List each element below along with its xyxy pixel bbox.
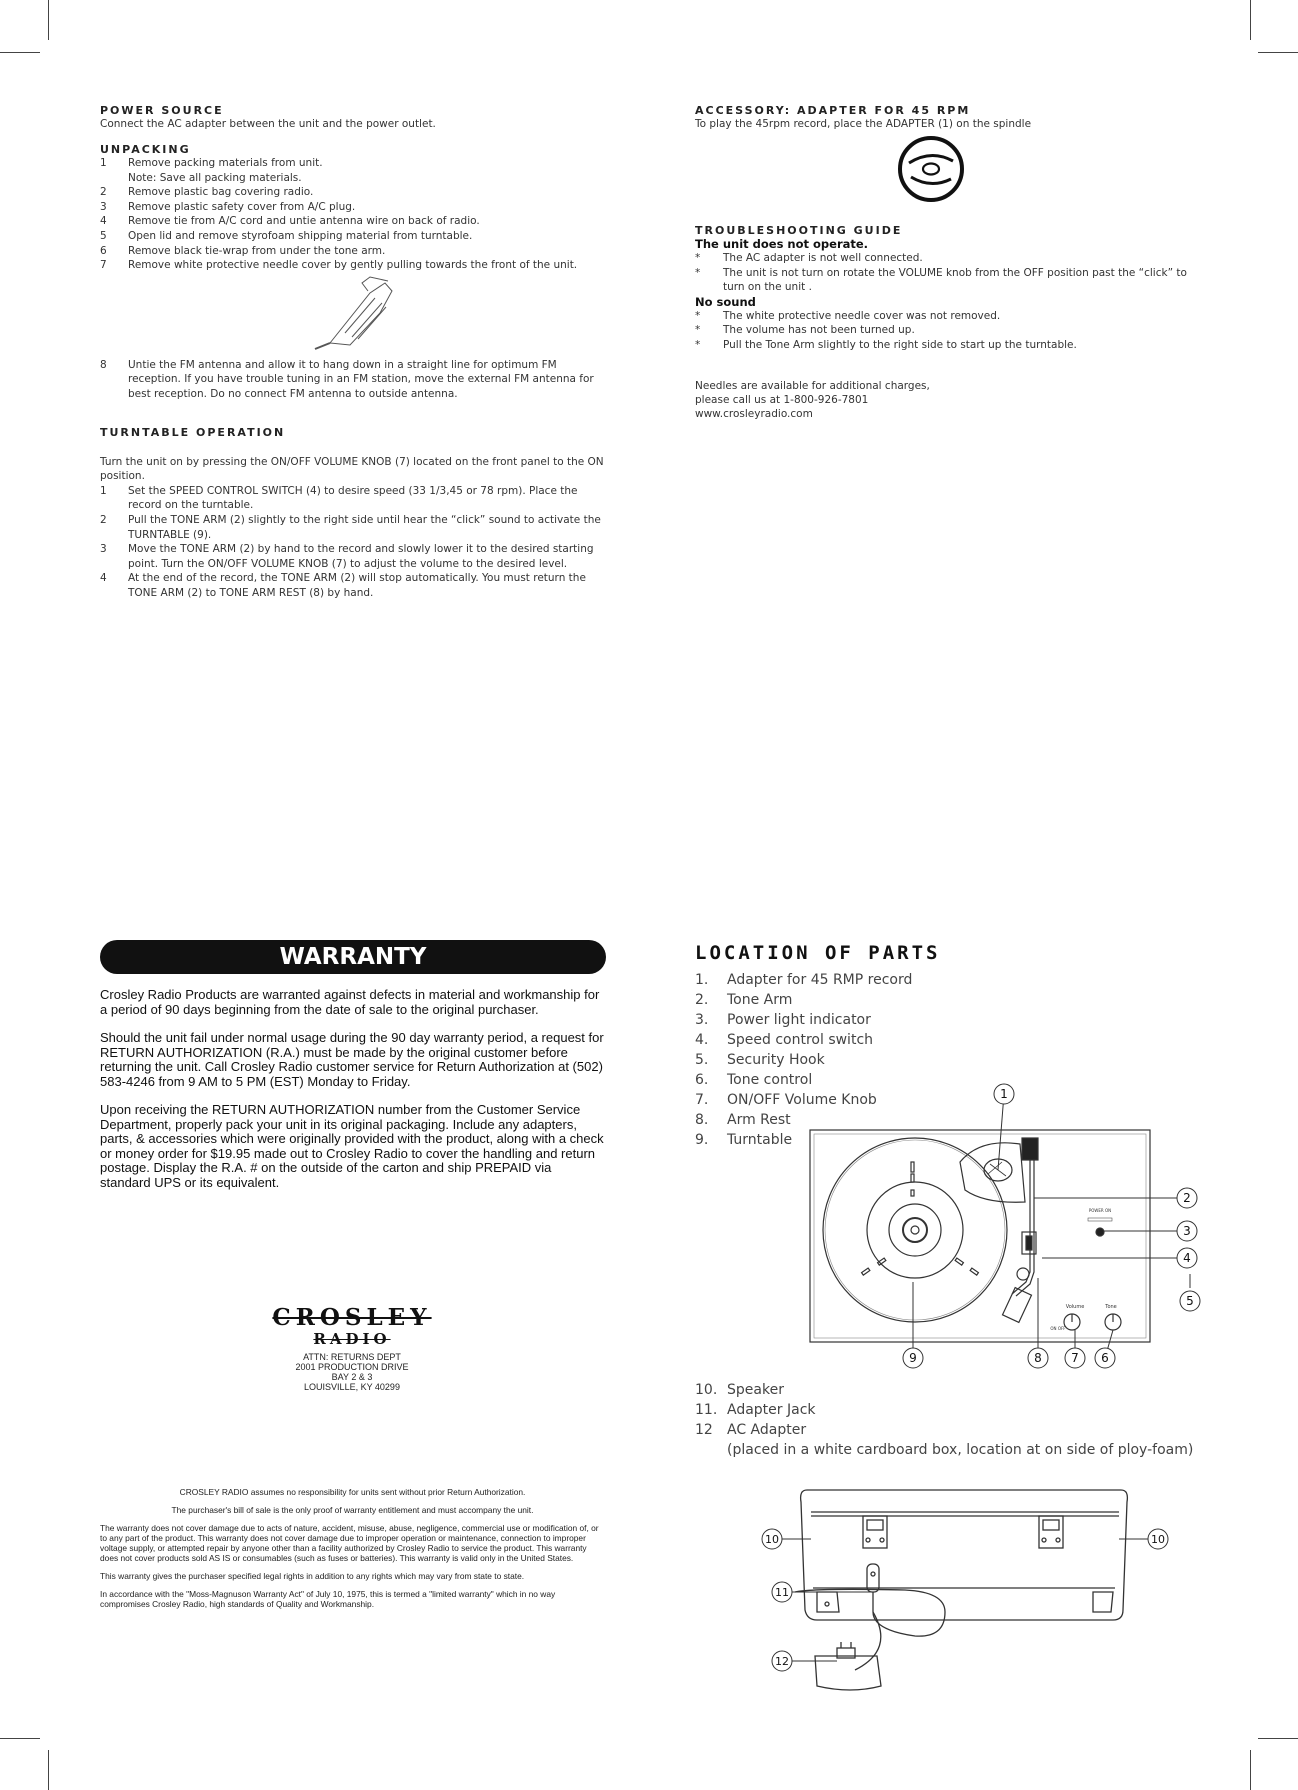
list-item: 9. Turntable xyxy=(695,1132,793,1148)
crop-mark xyxy=(1250,1750,1251,1790)
callout-9: 9 xyxy=(909,1351,917,1365)
list-item: 8. Arm Rest xyxy=(695,1112,791,1128)
fine-print-2: The purchaser's bill of sale is the only proof of warranty entitlement and must accompany the unit. xyxy=(171,1505,534,1515)
list-item: * The unit is not turn on rotate the VOLUME knob from the OFF position past the “click” to turn on the unit . xyxy=(695,266,1187,294)
callout-8: 8 xyxy=(1034,1351,1042,1365)
tone-knob-label: Tone xyxy=(1105,1304,1117,1310)
list-item: * The volume has not been turned up. xyxy=(695,324,915,337)
turntable-diagram xyxy=(780,1082,1298,1372)
list-item: 7 Remove white protective needle cover by gently pulling towards the front of the unit. xyxy=(100,259,578,272)
troubleshooting-heading-no-operate: The unit does not operate. xyxy=(695,237,869,251)
unpacking-step-8 xyxy=(100,358,610,402)
logo-radio: RADIO xyxy=(313,1330,391,1348)
power-source-text: Connect the AC adapter between the unit and the power outlet. xyxy=(100,118,436,130)
45-adapter-icon xyxy=(695,135,1195,205)
power-source-title: POWER SOURCE xyxy=(100,104,224,117)
troubleshooting-title: TROUBLESHOOTING GUIDE xyxy=(695,224,903,237)
warranty-fine-print xyxy=(100,1487,605,1617)
list-item: 2 Remove plastic bag covering radio. xyxy=(100,186,314,199)
list-item: 4 At the end of the record, the TONE ARM (2) will stop automatically. You must return the TONE ARM (2) to TONE ARM REST (8) by hand. xyxy=(100,572,586,599)
list-item: 3. Power light indicator xyxy=(695,1012,871,1028)
list-item: 3 Move the TONE ARM (2) by hand to the record and slowly lower it to the desired starting point. Turn the ON/OFF VOLUME KNOB (7) to adjust the volume to the desired level. xyxy=(100,543,594,570)
parts-list-2 xyxy=(695,1380,1215,1460)
list-item: 6 Remove black tie-wrap from under the tone arm. xyxy=(100,244,386,257)
callout-1: 1 xyxy=(1000,1087,1008,1101)
crosley-logo xyxy=(252,1306,452,1392)
turntable-operation-steps xyxy=(100,484,610,601)
fine-print-3: The warranty does not cover damage due to acts of nature, accident, misuse, abuse, negligence, commercial use or modification of, or to any part of the product. This warranty does not cover damage due to improper operation or maintenance, connection to improper voltage supply, or attempted repair by anyone other than a facility authorized by Crosley Radio to service the product. This warranty does not cover products sold AS IS or consumables (such as fuses or batteries). This warranty is valid only in the United States. xyxy=(100,1523,599,1563)
list-item: 7. ON/OFF Volume Knob xyxy=(695,1092,877,1108)
turntable-operation-title: TURNTABLE OPERATION xyxy=(100,425,286,439)
accessory-text: To play the 45rpm record, place the ADAPTER (1) on the spindle xyxy=(695,118,1032,130)
callout-10-left: 10 xyxy=(765,1533,779,1546)
address-line: BAY 2 & 3 xyxy=(331,1372,373,1382)
warranty-column xyxy=(100,988,605,1204)
address-line: 2001 PRODUCTION DRIVE xyxy=(295,1362,409,1372)
unpacking-title: UNPACKING xyxy=(100,143,191,156)
address-line: ATTN: RETURNS DEPT xyxy=(303,1352,401,1362)
needle-cover-illustration xyxy=(100,273,610,353)
list-item: 10. Speaker xyxy=(695,1382,784,1398)
callout-7: 7 xyxy=(1071,1351,1079,1365)
callout-4: 4 xyxy=(1183,1251,1191,1265)
accessory-title: ACCESSORY: ADAPTER FOR 45 RPM xyxy=(695,104,971,117)
list-item: 4 Remove tie from A/C cord and untie antenna wire on back of radio. xyxy=(100,215,480,228)
right-top-column xyxy=(695,104,1195,421)
list-item: 6. Tone control xyxy=(695,1072,813,1088)
turntable-operation-intro: Turn the unit on by pressing the ON/OFF VOLUME KNOB (7) located on the front panel to the ON position. xyxy=(100,455,604,483)
rear-view-diagram xyxy=(755,1480,1175,1700)
callout-6: 6 xyxy=(1101,1351,1109,1365)
list-item: 1 Set the SPEED CONTROL SWITCH (4) to desire speed (33 1/3,45 or 78 rpm). Place the record on the turntable. xyxy=(100,484,578,512)
list-item: 3 Remove plastic safety cover from A/C plug. xyxy=(100,200,356,213)
list-item: 12 AC Adapter xyxy=(695,1422,807,1438)
list-item: 8 Untie the FM antenna and allow it to hang down in a straight line for optimum FM reception. If you have trouble tuning in an FM station, move the external FM antenna for best reception. Do no connect FM antenna to outside antenna. xyxy=(100,358,594,400)
warranty-paragraph-3: Upon receiving the RETURN AUTHORIZATION number from the Customer Service Department, properly pack your unit in its original packaging. Include any adapters, parts, & accessories which were originally provided with the product, along with a check or money order for $19.95 made out to Crosley Radio to cover the handling and return postage. Display the R.A. # on the outside of the carton and ship PREPAID via standard UPS or its equivalent. xyxy=(100,1102,604,1190)
crop-mark xyxy=(1258,52,1298,53)
warranty-paragraph-1: Crosley Radio Products are warranted against defects in material and workmanship for a period of 90 days beginning from the date of sale to the original purchaser. xyxy=(100,987,600,1017)
fine-print-5: In accordance with the "Moss-Magnuson Warranty Act" of July 10, 1975, this is termed a "limited warranty" which in no way compromises Crosley Radio, high standards of Quality and Workmanship. xyxy=(100,1589,556,1609)
callout-12: 12 xyxy=(775,1655,789,1668)
location-of-parts-title: LOCATION OF PARTS xyxy=(695,942,941,964)
left-top-column xyxy=(100,104,610,600)
list-item: * The white protective needle cover was not removed. xyxy=(695,309,1001,322)
warranty-title-bar: WARRANTY xyxy=(100,940,606,974)
power-on-label: POWER ON xyxy=(1088,1208,1112,1213)
crop-mark xyxy=(48,0,49,40)
list-item: * The AC adapter is not well connected. xyxy=(695,252,923,264)
crop-mark xyxy=(0,52,40,53)
callout-3: 3 xyxy=(1183,1224,1191,1238)
list-item: 5. Security Hook xyxy=(695,1052,825,1068)
list-item: 4. Speed control switch xyxy=(695,1032,874,1048)
on-off-label: ON OFF xyxy=(1050,1326,1066,1331)
list-item: 11. Adapter Jack xyxy=(695,1402,816,1418)
list-item: 2. Tone Arm xyxy=(695,992,793,1008)
volume-knob-label: Volume xyxy=(1065,1304,1085,1310)
needles-phone: please call us at 1-800-926-7801 xyxy=(695,393,869,406)
callout-5: 5 xyxy=(1186,1294,1194,1308)
callout-2: 2 xyxy=(1183,1191,1191,1205)
unpacking-steps xyxy=(100,156,610,273)
list-item: 1. Adapter for 45 RMP record xyxy=(695,972,913,988)
website-link[interactable]: www.crosleyradio.com xyxy=(695,407,813,420)
list-item: 1 Remove packing materials from unit. xyxy=(100,157,323,169)
crop-mark xyxy=(48,1750,49,1790)
needles-info: Needles are available for additional charges, xyxy=(695,379,930,392)
list-item: Note: Save all packing materials. xyxy=(128,171,302,184)
ac-adapter-note: (placed in a white cardboard box, location at on side of ploy-foam) xyxy=(727,1442,1194,1458)
crop-mark xyxy=(1250,0,1251,40)
crop-mark xyxy=(0,1738,40,1739)
fine-print-4: This warranty gives the purchaser specified legal rights in addition to any rights which may vary from state to state. xyxy=(100,1571,525,1581)
callout-11: 11 xyxy=(775,1586,789,1599)
logo-crosley: CROSLEY xyxy=(272,1304,432,1331)
callout-10-right: 10 xyxy=(1151,1533,1165,1546)
list-item: * Pull the Tone Arm slightly to the right side to start up the turntable. xyxy=(695,338,1077,351)
troubleshooting-heading-no-sound: No sound xyxy=(695,294,756,309)
fine-print-1: CROSLEY RADIO assumes no responsibility for units sent without prior Return Authorization. xyxy=(179,1487,526,1497)
list-item: 2 Pull the TONE ARM (2) slightly to the right side until hear the “click” sound to activate the TURNTABLE (9). xyxy=(100,513,601,541)
crop-mark xyxy=(1258,1738,1298,1739)
warranty-paragraph-2: Should the unit fail under normal usage during the 90 day warranty period, a request for RETURN AUTHORIZATION (R.A.) must be made by the original customer before returning the unit. Call Crosley Radio customer service for Return Authorization at (502) 583-4246 from 9 AM to 5 PM (EST) Monday to Friday. xyxy=(100,1030,604,1089)
address-line: LOUISVILLE, KY 40299 xyxy=(304,1382,400,1392)
list-item: 5 Open lid and remove styrofoam shipping material from turntable. xyxy=(100,229,473,242)
